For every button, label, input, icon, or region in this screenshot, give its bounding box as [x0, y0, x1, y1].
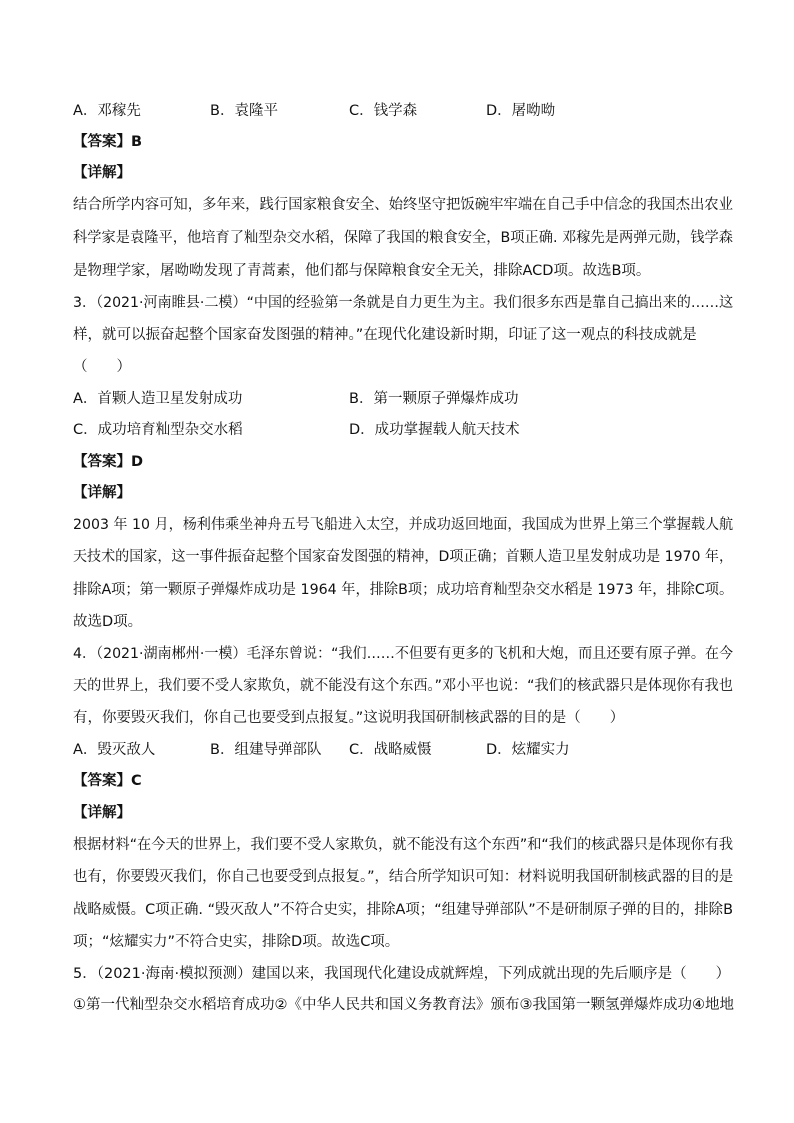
q3-stem-line: 3．（2021·河南睢县·二模）“中国的经验第一条就是自力更生为主。我们很多东西是靠自己搞出来的……这	[73, 295, 734, 311]
q3-option-b: B．第一颗原子弹爆炸成功	[349, 391, 519, 407]
q3-detail-line: 2003 年 10 月，杨利伟乘坐神舟五号飞船进入太空，并成功返回地面，我国成为世界上第三个掌握载人航	[73, 517, 734, 533]
q3-detail-label: 【详解】	[73, 485, 131, 501]
q2-detail-line: 是物理学家，屠呦呦发现了青蒿素，他们都与保障粮食安全无关，排除ACD项。故选B项。	[73, 263, 651, 279]
q4-detail-line: 项；“炫耀实力”不符合史实，排除D项。故选C项。	[73, 934, 400, 950]
q4-option-a: A．毁灭敌人	[73, 742, 156, 758]
q2-option-c: C．钱学森	[349, 103, 418, 119]
q3-option-c: C．成功培育籼型杂交水稻	[73, 422, 243, 438]
q2-answer: 【答案】B	[73, 134, 143, 150]
q2-detail-line: 结合所学内容可知，多年来，践行国家粮食安全、始终坚守把饭碗牢牢端在自己手中信念的我国杰出农业	[73, 197, 733, 213]
q3-answer: 【答案】D	[73, 454, 144, 470]
q2-detail-line: 科学家是袁隆平，他培育了籼型杂交水稻，保障了我国的粮食安全，B项正确. 邓稼先是两弹元勋，钱学森	[73, 230, 733, 246]
q4-detail-line: 战略威慑。C项正确. “毁灭敌人”不符合史实，排除A项；“组建导弹部队”不是研制原子弹的目的，排除B	[73, 902, 733, 918]
q3-option-d: D．成功掌握载人航天技术	[349, 422, 520, 438]
q5-stem-line: 5．（2021·海南·模拟预测）建国以来，我国现代化建设成就辉煌，下列成就出现的先后顺序是（ ）	[73, 966, 731, 982]
q3-option-a: A．首颗人造卫星发射成功	[73, 391, 243, 407]
q3-detail-line: 故选D项。	[73, 614, 143, 630]
q4-option-d: D．炫耀实力	[486, 742, 570, 758]
q4-detail-line: 也有，你要毁灭我们，你自己也要受到点报复。”，结合所学知识可知：材料说明我国研制核武器的目的是	[73, 869, 734, 885]
q4-option-b: B．组建导弹部队	[210, 742, 322, 758]
q2-option-d: D．屠呦呦	[486, 103, 556, 119]
q3-detail-line: 天技术的国家，这一事件振奋起整个国家奋发图强的精神，D项正确；首颗人造卫星发射成功是 1970 年，	[73, 549, 733, 565]
q5-stem-line: ①第一代籼型杂交水稻培育成功②《中华人民共和国义务教育法》颁布③我国第一颗氢弹爆炸成功④地地	[73, 997, 734, 1013]
q2-detail-label: 【详解】	[73, 165, 131, 181]
q2-option-a: A．邓稼先	[73, 103, 141, 119]
q3-detail-line: 排除A项；第一颗原子弹爆炸成功是 1964 年，排除B项；成功培育籼型杂交水稻是 1973 年，排除C项。	[73, 582, 734, 598]
q4-option-c: C．战略威慑	[349, 742, 432, 758]
q4-stem-line: 4．（2021·湖南郴州·一模）毛泽东曾说：“我们……不但要有更多的飞机和大炮，而且还要有原子弹。在今	[73, 646, 734, 662]
q3-stem-line: 样，就可以振奋起整个国家奋发图强的精神。”在现代化建设新时期，印证了这一观点的科技成就是	[73, 327, 697, 343]
q4-detail-label: 【详解】	[73, 805, 131, 821]
q4-detail-line: 根据材料“在今天的世界上，我们要不受人家欺负，就不能没有这个东西”和“我们的核武器只是体现你有我	[73, 837, 734, 853]
q2-option-b: B．袁隆平	[210, 103, 278, 119]
q4-stem-line: 天的世界上，我们要不受人家欺负，就不能没有这个东西。”邓小平也说：“我们的核武器只是体现你有我也	[73, 678, 733, 694]
q4-stem-line: 有，你要毁灭我们，你自己也要受到点报复。”这说明我国研制核武器的目的是（ ）	[73, 710, 625, 726]
q4-answer: 【答案】C	[73, 773, 142, 789]
q3-stem-line: （ ）	[73, 359, 131, 375]
